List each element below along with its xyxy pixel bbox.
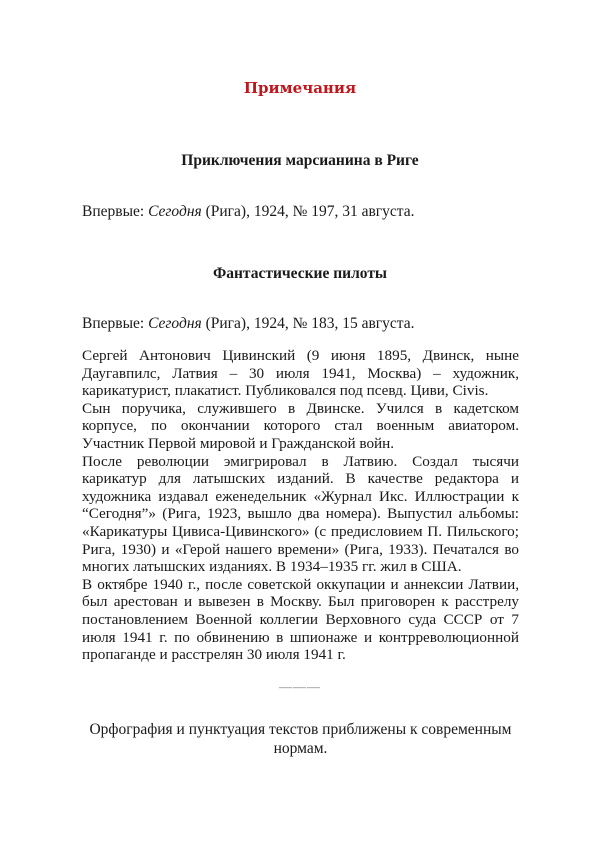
source-newspaper-title: Сегодня: [148, 203, 202, 220]
source-details: (Рига), 1924, № 183, 15 августа.: [201, 315, 415, 332]
source-prefix: Впервые:: [82, 315, 149, 332]
source-line-pilots: [82, 315, 522, 333]
source-newspaper-title: Сегодня: [148, 315, 202, 332]
orthography-note: Орфография и пунктуация текстов приближены к современным нормам.: [89, 721, 512, 757]
biography-paragraph: После революции эмигрировал в Латвию. Создал тысячи карикатур для латышских изданий. В качестве редактора и художника издавал еженедельник «Журнал Икс. Иллюстрации к “Сегодня”» (Рига, 1923, вышло два номера). Выпустил альбомы: «Карикатуры Цивиса-Цивинского» (с предисловием П. Пильского; Рига, 1930) и «Герой нашего времени» (Рига, 1933). Печатался во многих латышских изданиях. В 1934–1935 гг. жил в США.: [82, 452, 519, 576]
source-details: (Рига), 1924, № 197, 31 августа.: [201, 203, 415, 220]
section-separator: ———: [279, 679, 321, 694]
biography-paragraph: Сын поручика, служившего в Двинске. Учился в кадетском корпусе, по окончании которого стал военным авиатором. Участник Первой мировой и Гражданской войн.: [82, 399, 519, 452]
biography-paragraph: Сергей Антонович Цивинский (9 июня 1895, Двинск, ныне Даугавпилс, Латвия – 30 июля 1941, Москва) – художник, карикатурист, плакатист. Публиковался под псевд. Циви, Civis.: [82, 347, 519, 400]
source-line-martian: [82, 203, 522, 221]
biography-block: [82, 347, 519, 664]
source-prefix: Впервые:: [82, 203, 149, 220]
page-heading: Примечания: [243, 79, 357, 97]
biography-paragraph: В октябре 1940 г., после советской оккупации и аннексии Латвии, был арестован и вывезен в Москву. Был приговорен к расстрелу постановлением Военной коллегии Верховного суда СССР от 7 июля 1941 г. по обвинению в шпионаже и контрреволюционной пропаганде и расстрелян 30 июля 1941 г.: [82, 575, 519, 664]
section-title-martian: Приключения марсианина в Риге: [181, 152, 419, 169]
section-title-pilots: Фантастические пилоты: [212, 265, 388, 282]
